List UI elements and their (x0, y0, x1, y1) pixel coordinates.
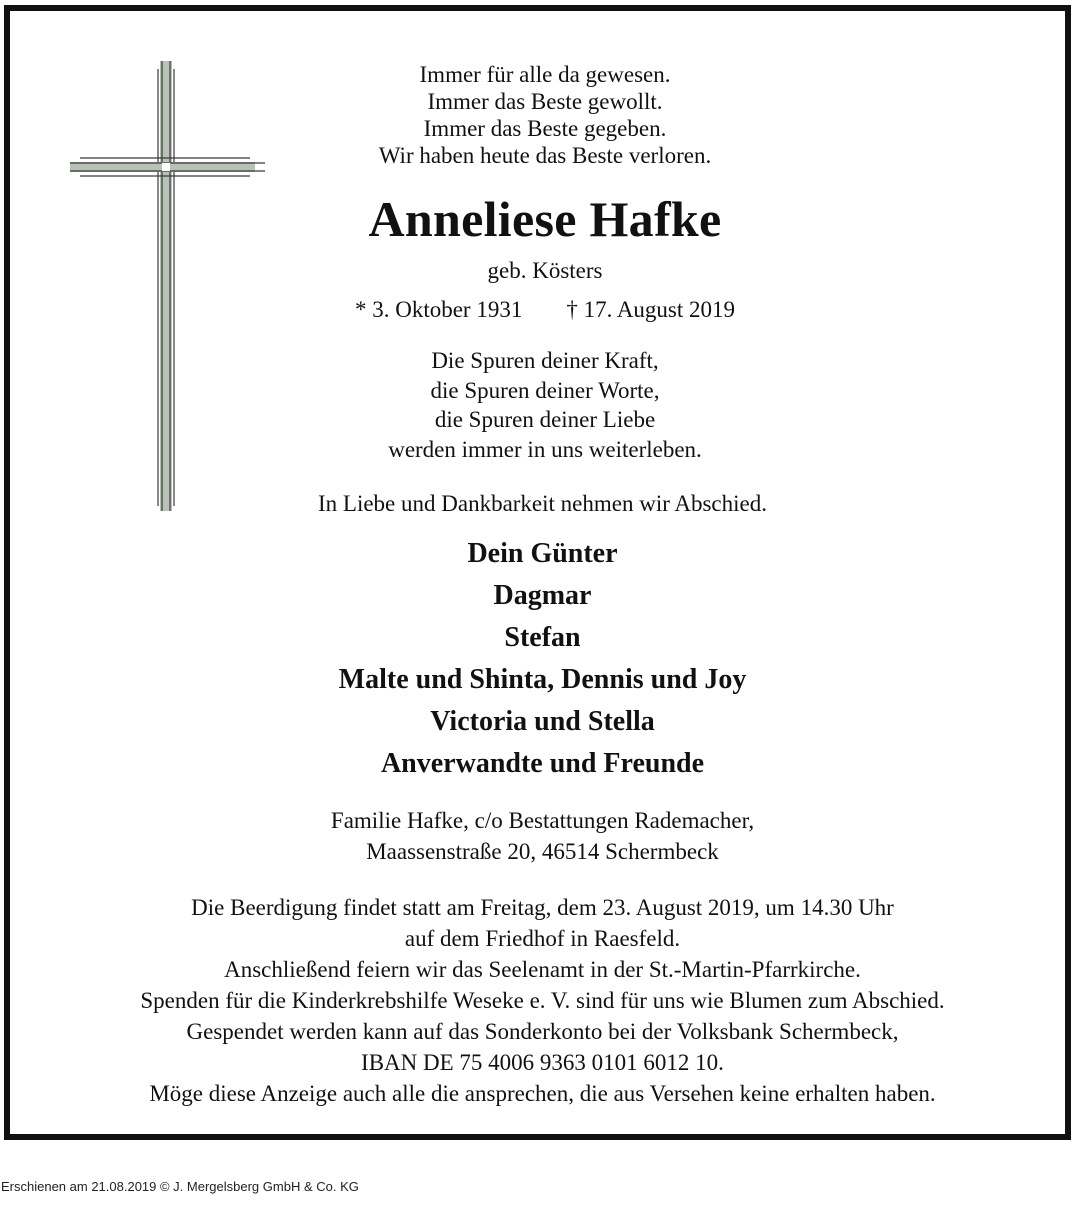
cross-icon (60, 61, 265, 511)
motto-verse (255, 61, 835, 169)
death-date: † 17. August 2019 (566, 297, 736, 322)
verse-line: die Spuren deiner Liebe (434, 407, 656, 432)
address-line: Familie Hafke, c/o Bestattungen Rademacher, (330, 808, 755, 833)
life-dates (255, 295, 835, 325)
verse-line: die Spuren deiner Worte, (430, 377, 660, 403)
motto-line: Immer für alle da gewesen. (419, 62, 671, 87)
details-line: Spenden für die Kinderkrebshilfe Weseke e. V. sind für uns wie Blumen zum Abschied. (140, 988, 945, 1013)
motto-line: Immer das Beste gewollt. (427, 89, 663, 114)
deceased-name: Anneliese Hafke (368, 191, 722, 247)
details-line: IBAN DE 75 4006 9363 0101 6012 10. (361, 1050, 724, 1075)
details-line: Anschließend feiern wir das Seelenamt in der St.-Martin-Pfarrkirche. (224, 957, 861, 982)
motto-line: Immer das Beste gegeben. (423, 116, 667, 141)
birth-date: * 3. Oktober 1931 (354, 297, 523, 322)
mourners-list (10, 533, 1075, 785)
mourner-name: Dein Günter (467, 538, 618, 569)
birth-name: geb. Kösters (487, 258, 603, 283)
verse-line: Die Spuren deiner Kraft, (431, 348, 659, 373)
address-line: Maassenstraße 20, 46514 Schermbeck (366, 839, 719, 864)
funeral-details (10, 892, 1075, 1109)
details-line: Die Beerdigung findet statt am Freitag, dem 23. August 2019, um 14.30 Uhr (191, 895, 894, 920)
obituary-notice (4, 5, 1071, 1140)
details-line: Möge diese Anzeige auch alle die ansprechen, die aus Versehen keine erhalten haben. (149, 1081, 936, 1106)
mourner-name: Stefan (504, 622, 581, 653)
cross-vertical-beam (158, 61, 174, 511)
motto-line: Wir haben heute das Beste verloren. (378, 143, 712, 168)
farewell-line: In Liebe und Dankbarkeit nehmen wir Abschied. (317, 491, 767, 516)
memorial-verse (255, 346, 835, 464)
details-line: auf dem Friedhof in Raesfeld. (404, 926, 681, 951)
details-line: Gespendet werden kann auf das Sonderkonto bei der Volksbank Schermbeck, (186, 1019, 899, 1044)
verse-line: werden immer in uns weiterleben. (388, 436, 702, 462)
mourner-name: Victoria und Stella (430, 706, 655, 737)
mourner-name: Dagmar (493, 580, 592, 611)
mourner-name: Malte und Shinta, Dennis und Joy (338, 664, 747, 695)
publication-footer: Erschienen am 21.08.2019 © J. Mergelsberg GmbH & Co. KG (1, 1179, 359, 1194)
mourner-name: Anverwandte und Freunde (380, 748, 705, 779)
contact-address (10, 805, 1075, 867)
